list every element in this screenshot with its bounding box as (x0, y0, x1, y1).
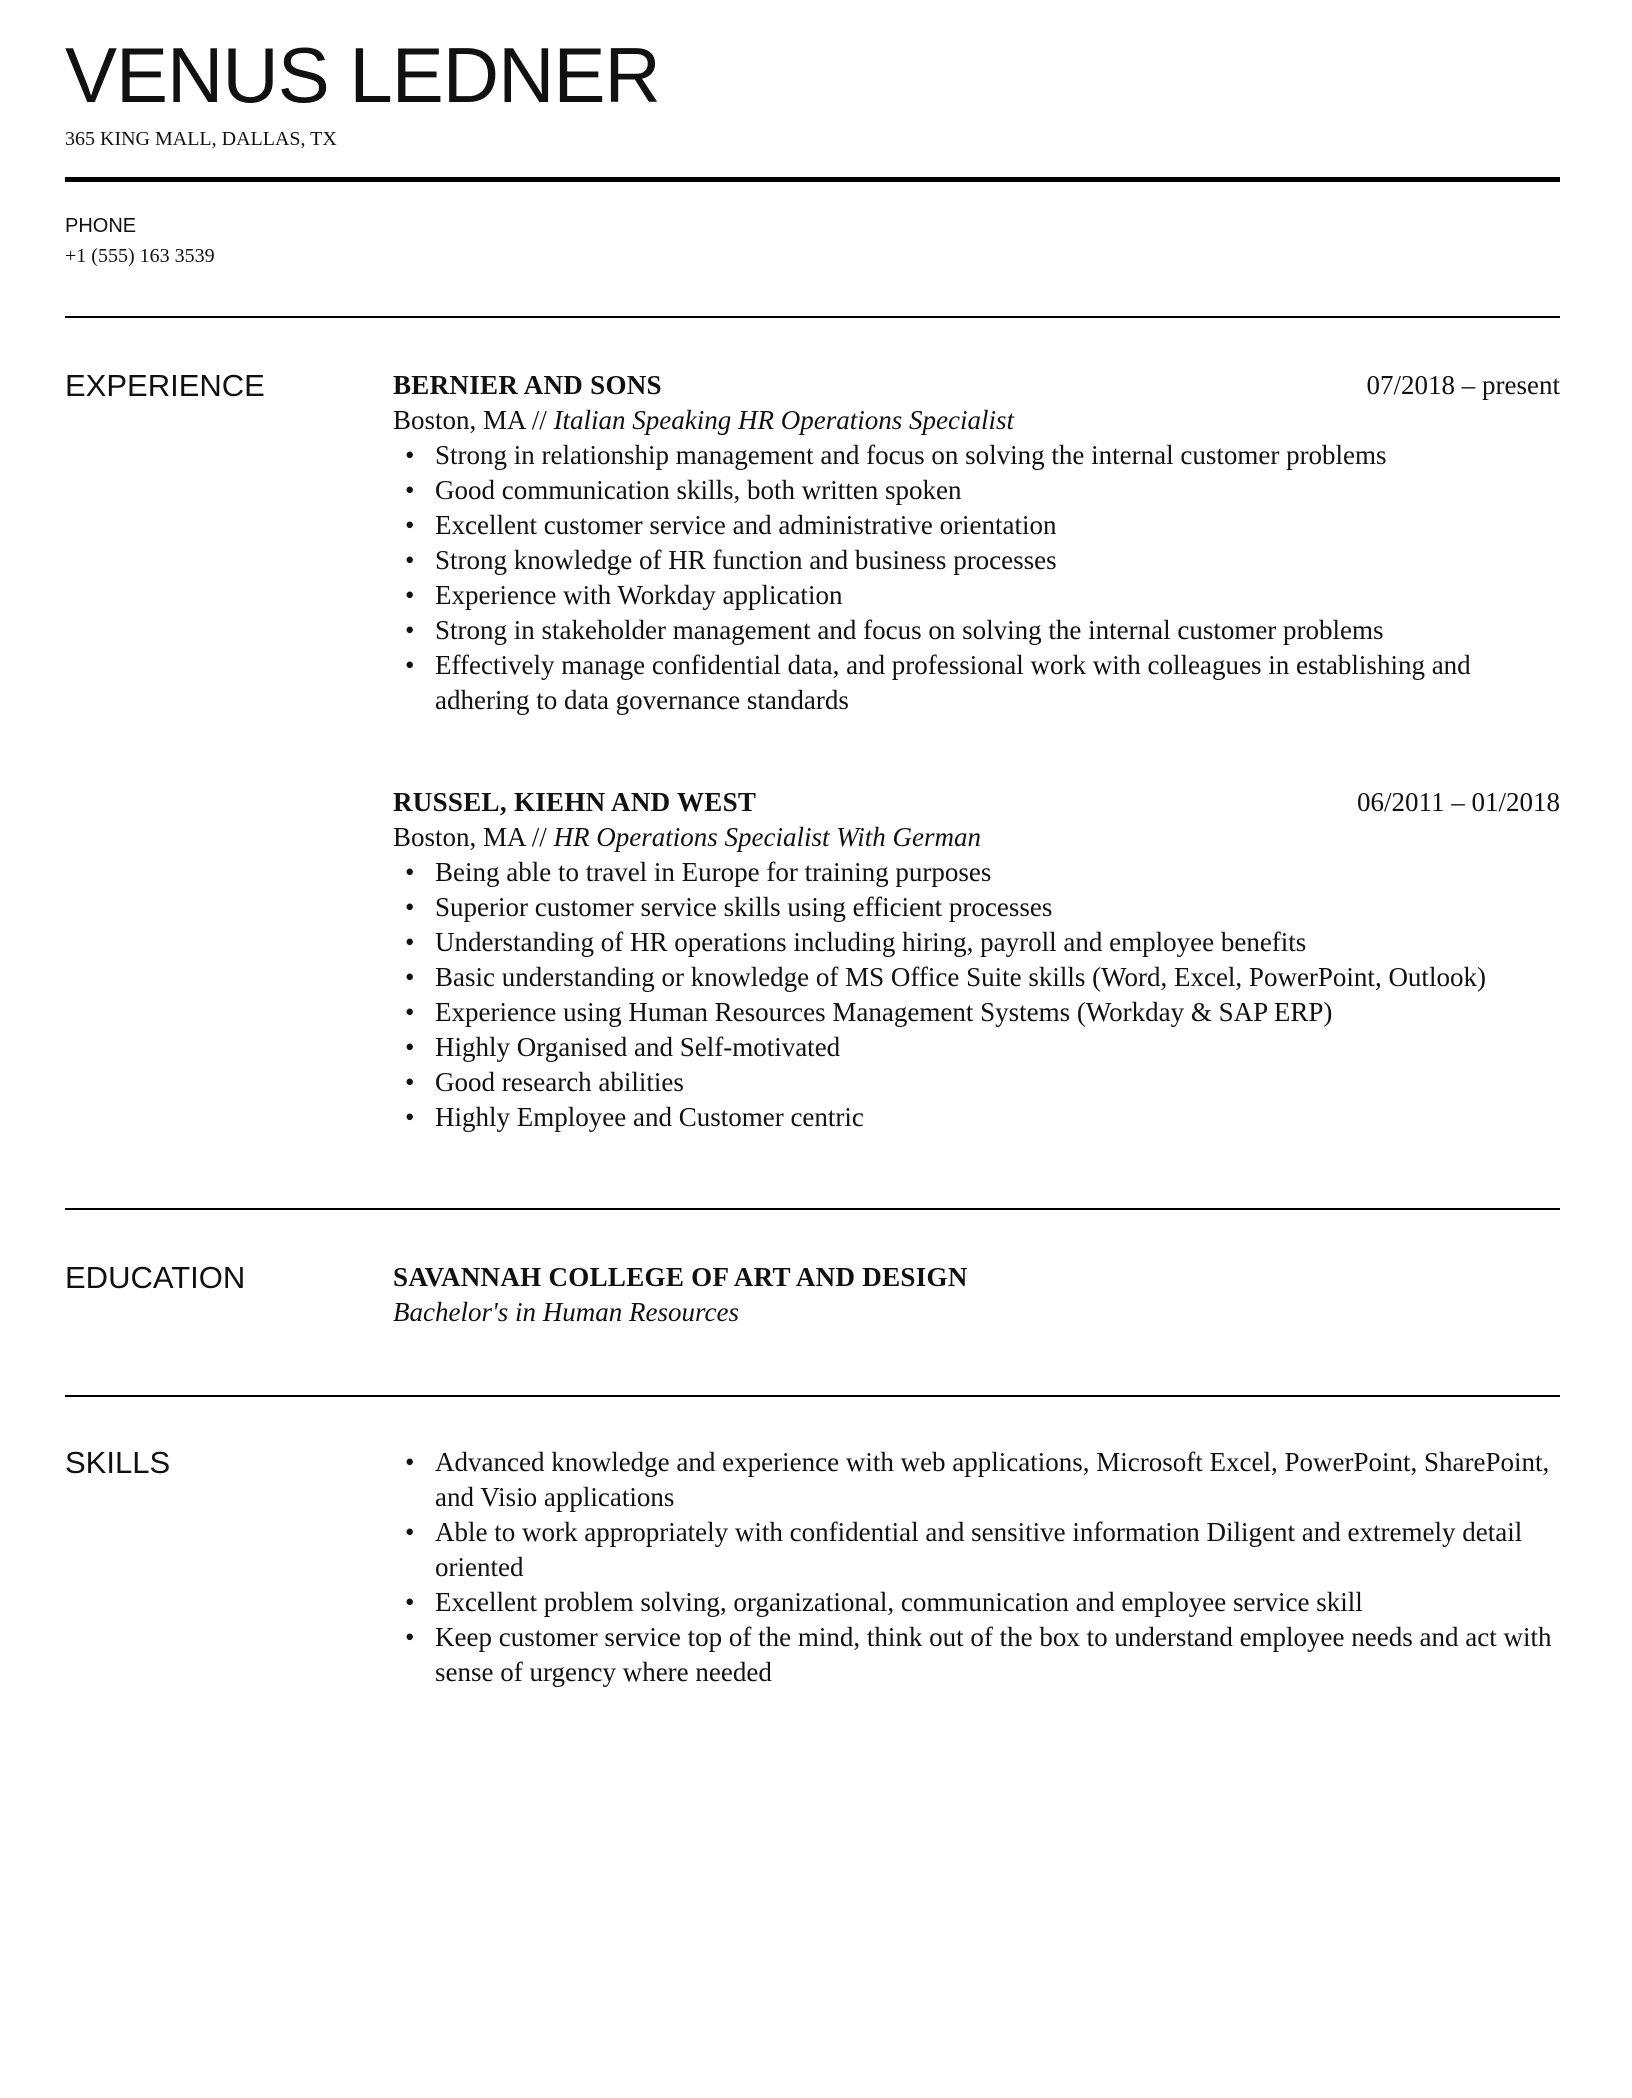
school-name: SAVANNAH COLLEGE OF ART AND DESIGN (393, 1262, 968, 1292)
job-bullet: • Superior customer service skills using efficient processes (405, 890, 1560, 925)
skill-item: • Excellent problem solving, organizational, communication and employee service skill (405, 1585, 1560, 1620)
job-bullet: • Highly Employee and Customer centric (405, 1100, 1560, 1135)
company-name: RUSSEL, KIEHN AND WEST (393, 787, 757, 817)
job-dates: 06/2011 – 01/2018 (1356, 787, 1560, 817)
job-bullet: • Experience using Human Resources Management Systems (Workday & SAP ERP) (405, 995, 1560, 1030)
job-bullet: • Understanding of HR operations including hiring, payroll and employee benefits (405, 925, 1560, 960)
job-bullet: • Strong knowledge of HR function and business processes (405, 543, 1560, 578)
phone-label: PHONE (65, 215, 137, 237)
job-title: Italian Speaking HR Operations Specialist (553, 405, 1014, 435)
candidate-name: VENUS LEDNER (65, 31, 660, 119)
job-bullet: • Experience with Workday application (405, 578, 1560, 613)
skill-item: • Able to work appropriately with confidential and sensitive information Diligent and extremely detail oriented (405, 1515, 1560, 1585)
separator: // (531, 822, 547, 852)
experience-section (65, 318, 1560, 1208)
job-entry (393, 785, 1560, 1135)
company-name: BERNIER AND SONS (393, 370, 662, 400)
job-bullet: • Highly Organised and Self-motivated (405, 1030, 1560, 1065)
job-bullet: • Effectively manage confidential data, and professional work with colleagues in establishing and adhering to data governance standards (405, 648, 1560, 718)
job-bullet: • Good communication skills, both written spoken (405, 473, 1560, 508)
phone-value: +1 (555) 163 3539 (65, 245, 215, 267)
education-section (65, 1210, 1560, 1395)
jobs-list (393, 368, 1560, 1135)
separator: // (531, 405, 547, 435)
skill-item: • Keep customer service top of the mind, think out of the box to understand employee needs and act with sense of urgency where needed (405, 1620, 1560, 1690)
job-title: HR Operations Specialist With German (553, 822, 982, 852)
job-bullet: • Being able to travel in Europe for training purposes (405, 855, 1560, 890)
address: 365 KING MALL, DALLAS, TX (65, 128, 337, 150)
header-divider (65, 177, 1560, 182)
section-heading: SKILLS (65, 1445, 171, 1480)
job-bullet: • Basic understanding or knowledge of MS Office Suite skills (Word, Excel, PowerPoint, Outlook) (405, 960, 1560, 995)
job-bullet: • Excellent customer service and administrative orientation (405, 508, 1560, 543)
skills-list (405, 1445, 1560, 1690)
job-bullet: • Good research abilities (405, 1065, 1560, 1100)
job-location: Boston, MA (393, 405, 526, 435)
job-bullet: • Strong in stakeholder management and focus on solving the internal customer problems (405, 613, 1560, 648)
skill-item: • Advanced knowledge and experience with web applications, Microsoft Excel, PowerPoint, SharePoint, and Visio applications (405, 1445, 1560, 1515)
degree: Bachelor's in Human Resources (393, 1297, 739, 1327)
job-location: Boston, MA (393, 822, 526, 852)
job-bullet: • Strong in relationship management and focus on solving the internal customer problems (405, 438, 1560, 473)
section-heading: EDUCATION (65, 1260, 246, 1295)
skills-section (65, 1397, 1560, 1690)
resume (65, 0, 1560, 1690)
section-heading: EXPERIENCE (65, 368, 265, 403)
job-entry (393, 368, 1560, 718)
job-dates: 07/2018 – present (1366, 370, 1560, 400)
